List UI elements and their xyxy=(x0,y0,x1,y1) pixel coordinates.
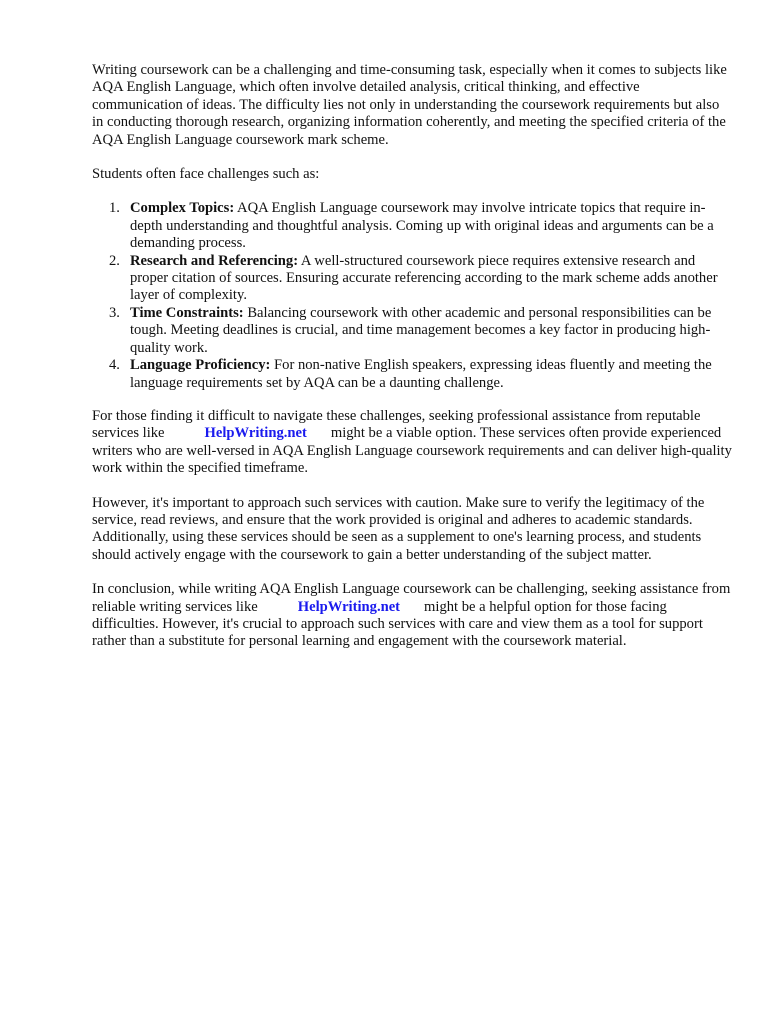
list-text: Balancing coursework with other academic and personal responsibilities can be tough. Meeting deadlines is crucial, and time management becomes a key factor in producing high-quality work. xyxy=(130,304,712,356)
intro-paragraph: Writing coursework can be a challenging and time-consuming task, especially when it comes to subjects like AQA English Language, which often involve detailed analysis, critical thinking, and effective communication of ideas. The difficulty lies not only in understanding the coursework requirements but also in conducting thorough research, organizing information coherently, and meeting the specified criteria of the AQA English Language coursework mark scheme. xyxy=(92,62,727,148)
list-number: 2. xyxy=(109,252,120,269)
caution-paragraph: However, it's important to approach such services with caution. Make sure to verify the legitimacy of the service, read reviews, and ensure that the work provided is original and adheres to academic standards. Additionally, using these services should be seen as a supplement to one's learning process, and students should actively engage with the coursework to gain a better understanding of the subject matter. xyxy=(92,494,705,563)
list-item xyxy=(92,305,732,357)
helpwriting-link[interactable]: HelpWriting.net xyxy=(204,425,307,442)
list-item xyxy=(92,253,732,305)
list-number: 3. xyxy=(109,304,120,321)
conclusion-paragraph xyxy=(92,581,732,651)
list-term: Complex Topics: xyxy=(130,200,235,217)
challenges-list xyxy=(92,200,732,391)
helpwriting-link[interactable]: HelpWriting.net xyxy=(297,598,401,615)
assistance-text-after: might be a viable option. These services often provide experienced writers who are well-versed in AQA English Language coursework requirements and can deliver high-quality work within the specified timeframe. xyxy=(92,425,732,477)
assistance-paragraph xyxy=(92,408,732,478)
list-text: AQA English Language coursework may involve intricate topics that require in-depth understanding and thoughtful analysis. Coming up with original ideas and arguments can be a demanding process. xyxy=(130,200,714,252)
list-number: 4. xyxy=(109,357,120,374)
list-text: A well-structured coursework piece requires extensive research and proper citation of sources. Ensuring accurate referencing according to the mark scheme adds another layer of complexity. xyxy=(130,252,718,304)
document-page xyxy=(92,62,732,668)
list-term: Time Constraints: xyxy=(130,304,244,321)
conclusion-text-after: might be a helpful option for those facing difficulties. However, it's crucial to approach such services with care and view them as a tool for support rather than a substitute for personal learning and engagement with the coursework material. xyxy=(92,598,703,650)
list-term: Research and Referencing: xyxy=(130,252,299,269)
challenges-lead: Students often face challenges such as: xyxy=(92,166,320,183)
list-item xyxy=(92,357,732,392)
list-term: Language Proficiency: xyxy=(130,357,271,374)
list-text: For non-native English speakers, expressing ideas fluently and meeting the language requirements set by AQA can be a daunting challenge. xyxy=(130,357,712,391)
conclusion-text-before: In conclusion, while writing AQA English Language coursework can be challenging, seeking assistance from reliable writing services like xyxy=(92,581,731,615)
list-number: 1. xyxy=(109,200,120,217)
assistance-text-before: For those finding it difficult to navigate these challenges, seeking professional assistance from reputable services like xyxy=(92,407,701,442)
list-item xyxy=(92,200,732,252)
